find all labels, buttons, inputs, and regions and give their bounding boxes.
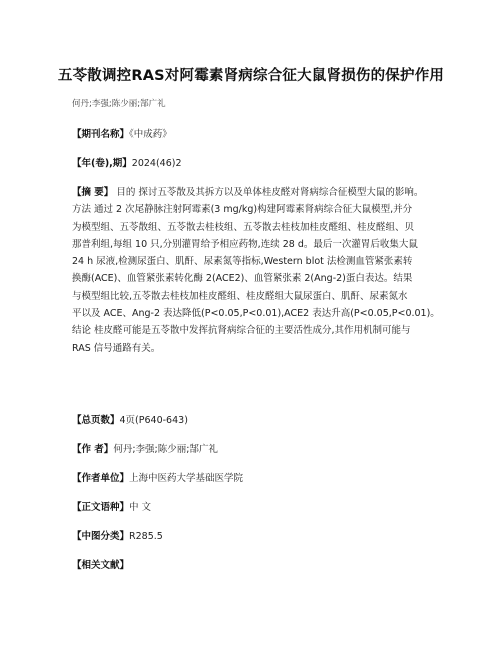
language-field (72, 499, 151, 513)
affiliation-field (72, 470, 243, 484)
journal-value: 《中成药》 (129, 129, 172, 140)
abstract-line: 与模型组比较,五苓散去桂枝加桂皮醛组、桂皮醛组大鼠尿蛋白、肌酐、尿素氮水 (72, 290, 408, 302)
abstract-line: 换酶(ACE)、血管紧张素转化酶 2(ACE2)、血管紧张素 2(Ang-2)蛋白表达。结果 (72, 273, 413, 285)
abstract-line: 24 h 尿液,检测尿蛋白、肌酐、尿素氮等指标,Western blot 法检测血管紧张素转 (72, 256, 413, 268)
journal-label: 【期刊名称】 (72, 129, 130, 140)
abstract-label: 【摘 要】 (72, 187, 114, 198)
language-value: 中 文 (129, 502, 152, 513)
language-label: 【正文语种】 (72, 502, 130, 513)
abstract-text: 目的 探讨五苓散及其拆方以及单体桂皮醛对肾病综合征模型大鼠的影响。 (116, 187, 424, 198)
year-issue-label: 【年(卷),期】 (72, 158, 132, 169)
pages-label: 【总页数】 (72, 415, 120, 426)
abstract-line: 那普利组,每组 10 只,分别灌胃给予相应药物,连续 28 d。最后一次灌胃后收集大鼠 (72, 238, 418, 250)
classification-field (72, 528, 163, 542)
abstract-line: 为模型组、五苓散组、五苓散去桂枝组、五苓散去桂枝加桂皮醛组、桂皮醛组、贝 (72, 221, 415, 233)
authors-line: 何丹;李强;陈少丽;郜广礼 (72, 99, 166, 109)
year-issue-value: 2024(46)2 (131, 158, 182, 169)
abstract-line: 方法 通过 2 次尾静脉注射阿霉素(3 mg/kg)构建阿霉素肾病综合征大鼠模型,并分 (72, 204, 413, 216)
abstract-line: RAS 信号通路有关。 (72, 342, 161, 354)
related-field (72, 557, 129, 571)
classification-label: 【中图分类】 (72, 531, 130, 542)
abstract-block (72, 184, 442, 357)
pages-value: 4页(P640-643) (119, 415, 188, 426)
document-title: 五苓散调控RAS对阿霉素肾病综合征大鼠肾损伤的保护作用 (57, 68, 445, 84)
related-label: 【相关文献】 (72, 560, 130, 571)
authors-field (72, 441, 218, 455)
affiliation-value: 上海中医药大学基础医学院 (129, 473, 244, 484)
pages-field (72, 412, 188, 426)
abstract-line: 平以及 ACE、Ang-2 表达降低(P<0.05,P<0.01),ACE2 表达升高(P<0.05,P<0.01)。 (72, 308, 440, 320)
authors-value: 何丹;李强;陈少丽;郜广礼 (113, 444, 218, 455)
year-issue-field (72, 155, 182, 169)
abstract-line: 结论 桂皮醛可能是五苓散中发挥抗肾病综合征的主要活性成分,其作用机制可能与 (72, 325, 411, 337)
abstract-line (72, 184, 442, 201)
journal-field (72, 126, 172, 140)
affiliation-label: 【作者单位】 (72, 473, 130, 484)
authors-label: 【作 者】 (72, 444, 114, 455)
classification-value: R285.5 (129, 531, 163, 542)
